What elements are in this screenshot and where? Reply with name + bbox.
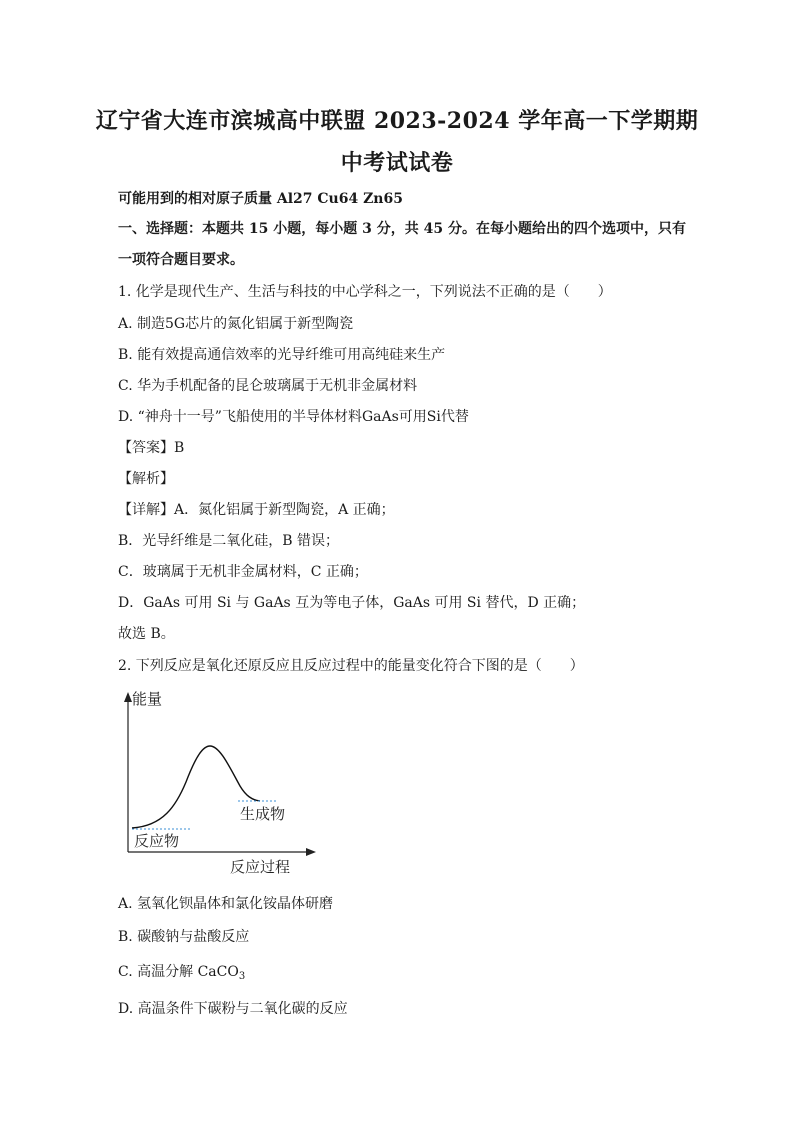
- question-2-stem: 2. 下列反应是氧化还原反应且反应过程中的能量变化符合下图的是（ ）: [118, 658, 584, 674]
- x-axis-arrow: [306, 848, 316, 856]
- exam-title-line2: 中考试试卷: [340, 150, 454, 176]
- question-1-detail-b: B．光导纤维是二氧化硅，B 错误；: [118, 533, 340, 549]
- x-axis-label: 反应过程: [230, 858, 291, 876]
- exam-title-line1: 辽宁省大连市滨城高中联盟 2023-2024 学年高一下学期期: [95, 108, 699, 134]
- question-1-option-a: A. 制造5G芯片的氮化铝属于新型陶瓷: [118, 316, 354, 332]
- question-1-analysis-heading: 【解析】: [118, 471, 174, 487]
- question-2-option-a: A. 氢氧化钡晶体和氯化铵晶体研磨: [118, 896, 334, 912]
- y-axis-label: 能量: [132, 690, 163, 708]
- atomic-masses-note: 可能用到的相对原子质量 Al27 Cu64 Zn65: [118, 191, 403, 207]
- question-1-option-c: C. 华为手机配备的昆仑玻璃属于无机非金属材料: [118, 378, 418, 394]
- question-2-option-c-text: C. 高温分解 CaCO: [118, 964, 239, 980]
- reactant-label: 反应物: [134, 832, 180, 850]
- question-1-option-d: D. “神舟十一号”飞船使用的半导体材料GaAs可用Si代替: [118, 409, 469, 425]
- energy-diagram: [118, 686, 318, 878]
- question-1-detail-c: C．玻璃属于无机非金属材料，C 正确；: [118, 564, 368, 580]
- section-instruction-line1: 一、选择题：本题共 15 小题，每小题 3 分，共 45 分。在每小题给出的四个选项中，只有: [118, 221, 686, 237]
- question-2-option-c: [118, 961, 245, 982]
- product-label: 生成物: [240, 805, 286, 823]
- question-1-stem: 1. 化学是现代生产、生活与科技的中心学科之一，下列说法不正确的是（ ）: [118, 284, 612, 300]
- question-1-detail-d: D．GaAs 可用 Si 与 GaAs 互为等电子体，GaAs 可用 Si 替代，D 正确；: [118, 595, 586, 611]
- question-2-option-b: B. 碳酸钠与盐酸反应: [118, 929, 250, 945]
- question-2-option-c-subscript: 3: [238, 971, 246, 982]
- question-2-option-d: D. 高温条件下碳粉与二氧化碳的反应: [118, 1001, 348, 1017]
- question-1-detail-a: 【详解】A．氮化铝属于新型陶瓷，A 正确；: [118, 502, 395, 518]
- y-axis-arrow: [124, 692, 132, 702]
- question-1-conclusion: 故选 B。: [118, 626, 175, 642]
- question-1-option-b: B. 能有效提高通信效率的光导纤维可用高纯硅来生产: [118, 347, 446, 363]
- section-instruction-line2: 一项符合题目要求。: [118, 252, 244, 268]
- question-1-answer: 【答案】B: [118, 440, 185, 456]
